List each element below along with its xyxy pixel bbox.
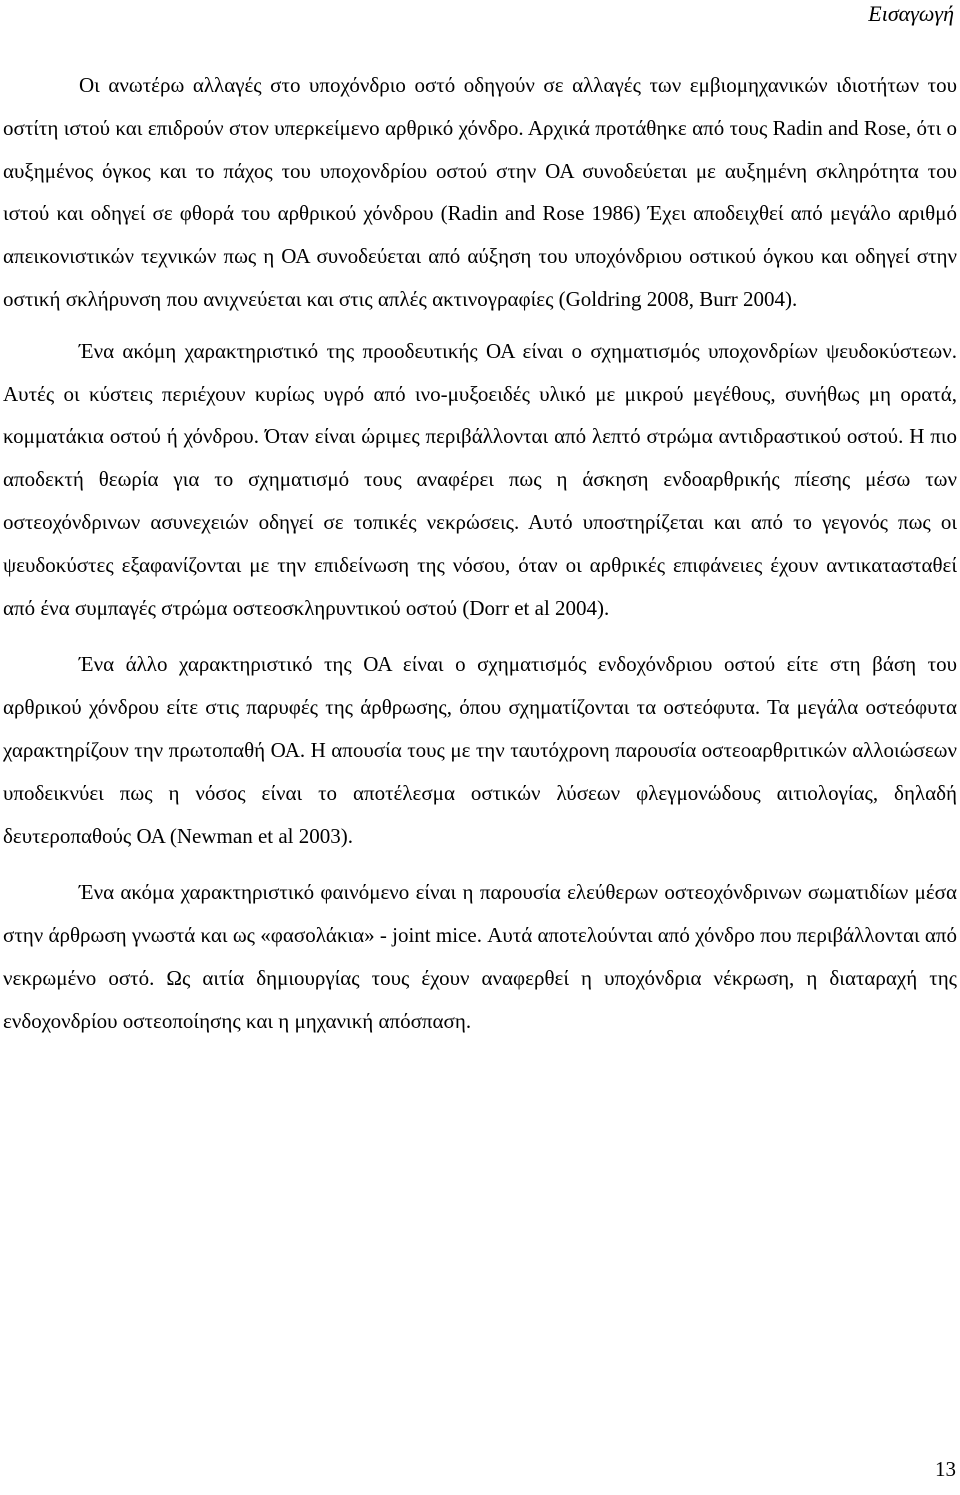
paragraph-osteophytes: Ένα άλλο χαρακτηριστικό της ΟΑ είναι ο σχηματισμός ενδοχόνδριου οστού είτε στη βάση του αρθρικού χόνδρου είτε στις παρυφές της άρθρωσης, όπου σχηματίζονται τα οστεόφυτα. Τα μεγάλα οστεόφυτα χαρακτηρίζουν την πρωτοπαθή ΟΑ. Η απουσία τους με την ταυτόχρονη παρουσία οστεοαρθριτικών αλλοιώσεων υποδεικνύει πως η νόσος είναι το αποτέλεσμα οστικών λύσεων φλεγμονώδους αιτιολογίας, δηλαδή δευτεροπαθούς ΟΑ (Newman et al 2003). [3,652,957,848]
document-body [3,64,957,1043]
paragraph-pseudocysts: Ένα ακόμη χαρακτηριστικό της προοδευτικής ΟΑ είναι ο σχηματισμός υποχονδρίων ψευδοκύστεων. Αυτές οι κύστεις περιέχουν κυρίως υγρό από ινο-μυξοειδές υλικό με μικρού μεγέθους, συνήθως μη ορατά, κομματάκια οστού ή χόνδρου. Όταν είναι ώριμες περιβάλλονται από λεπτό στρώμα αντιδραστικού οστού. Η πιο αποδεκτή θεωρία για το σχηματισμό τους αναφέρει πως η άσκηση ενδοαρθρικής πίεσης μέσω των οστεοχόνδρινων ασυνεχειών οδηγεί σε τοπικές νεκρώσεις. Αυτό υποστηρίζεται και από το γεγονός πως οι ψευδοκύστες εξαφανίζονται με την επιδείνωση της νόσου, όταν οι αρθρικές επιφάνειες έχουν αντικατασταθεί από ένα συμπαγές στρώμα οστεοσκληρυντικού οστού (Dorr et al 2004). [3,338,957,620]
paragraph-subchondral-bone: Οι ανωτέρω αλλαγές στο υποχόνδριο οστό οδηγούν σε αλλαγές των εμβιομηχανικών ιδιοτήτων του οστίτη ιστού και επιδρούν στον υπερκείμενο αρθρικό χόνδρο. Αρχικά προτάθηκε από τους Radin and Rose, ότι ο αυξημένος όγκος και το πάχος του υποχονδρίου οστού στην ΟΑ συνοδεύεται με αυξημένη σκληρότητα του ιστού και οδηγεί σε φθορά του αρθρικού χόνδρου (Radin and Rose 1986) Έχει αποδειχθεί από μεγάλο αριθμό απεικονιστικών τεχνικών πως η ΟΑ συνοδεύεται από αύξηση του υποχόνδριου οστικού όγκου και οδηγεί στην οστική σκλήρυνση που ανιχνεύεται και στις απλές ακτινογραφίες (Goldring 2008, Burr 2004). [3,73,957,311]
page-header-section-title: Εισαγωγή [868,1,954,26]
page-number: 13 [935,1457,956,1481]
paragraph-joint-mice: Ένα ακόμα χαρακτηριστικό φαινόμενο είναι η παρουσία ελεύθερων οστεοχόνδρινων σωματιδίων μέσα στην άρθρωση γνωστά και ως «φασολάκια» - joint mice. Αυτά αποτελούνται από χόνδρο που περιβάλλονται από νεκρωμένο οστό. Ως αιτία δημιουργίας τους έχουν αναφερθεί η υποχόνδρια νέκρωση, η διαταραχή της ενδοχονδρίου οστεοποίησης και η μηχανική απόσπαση. [3,880,957,1033]
